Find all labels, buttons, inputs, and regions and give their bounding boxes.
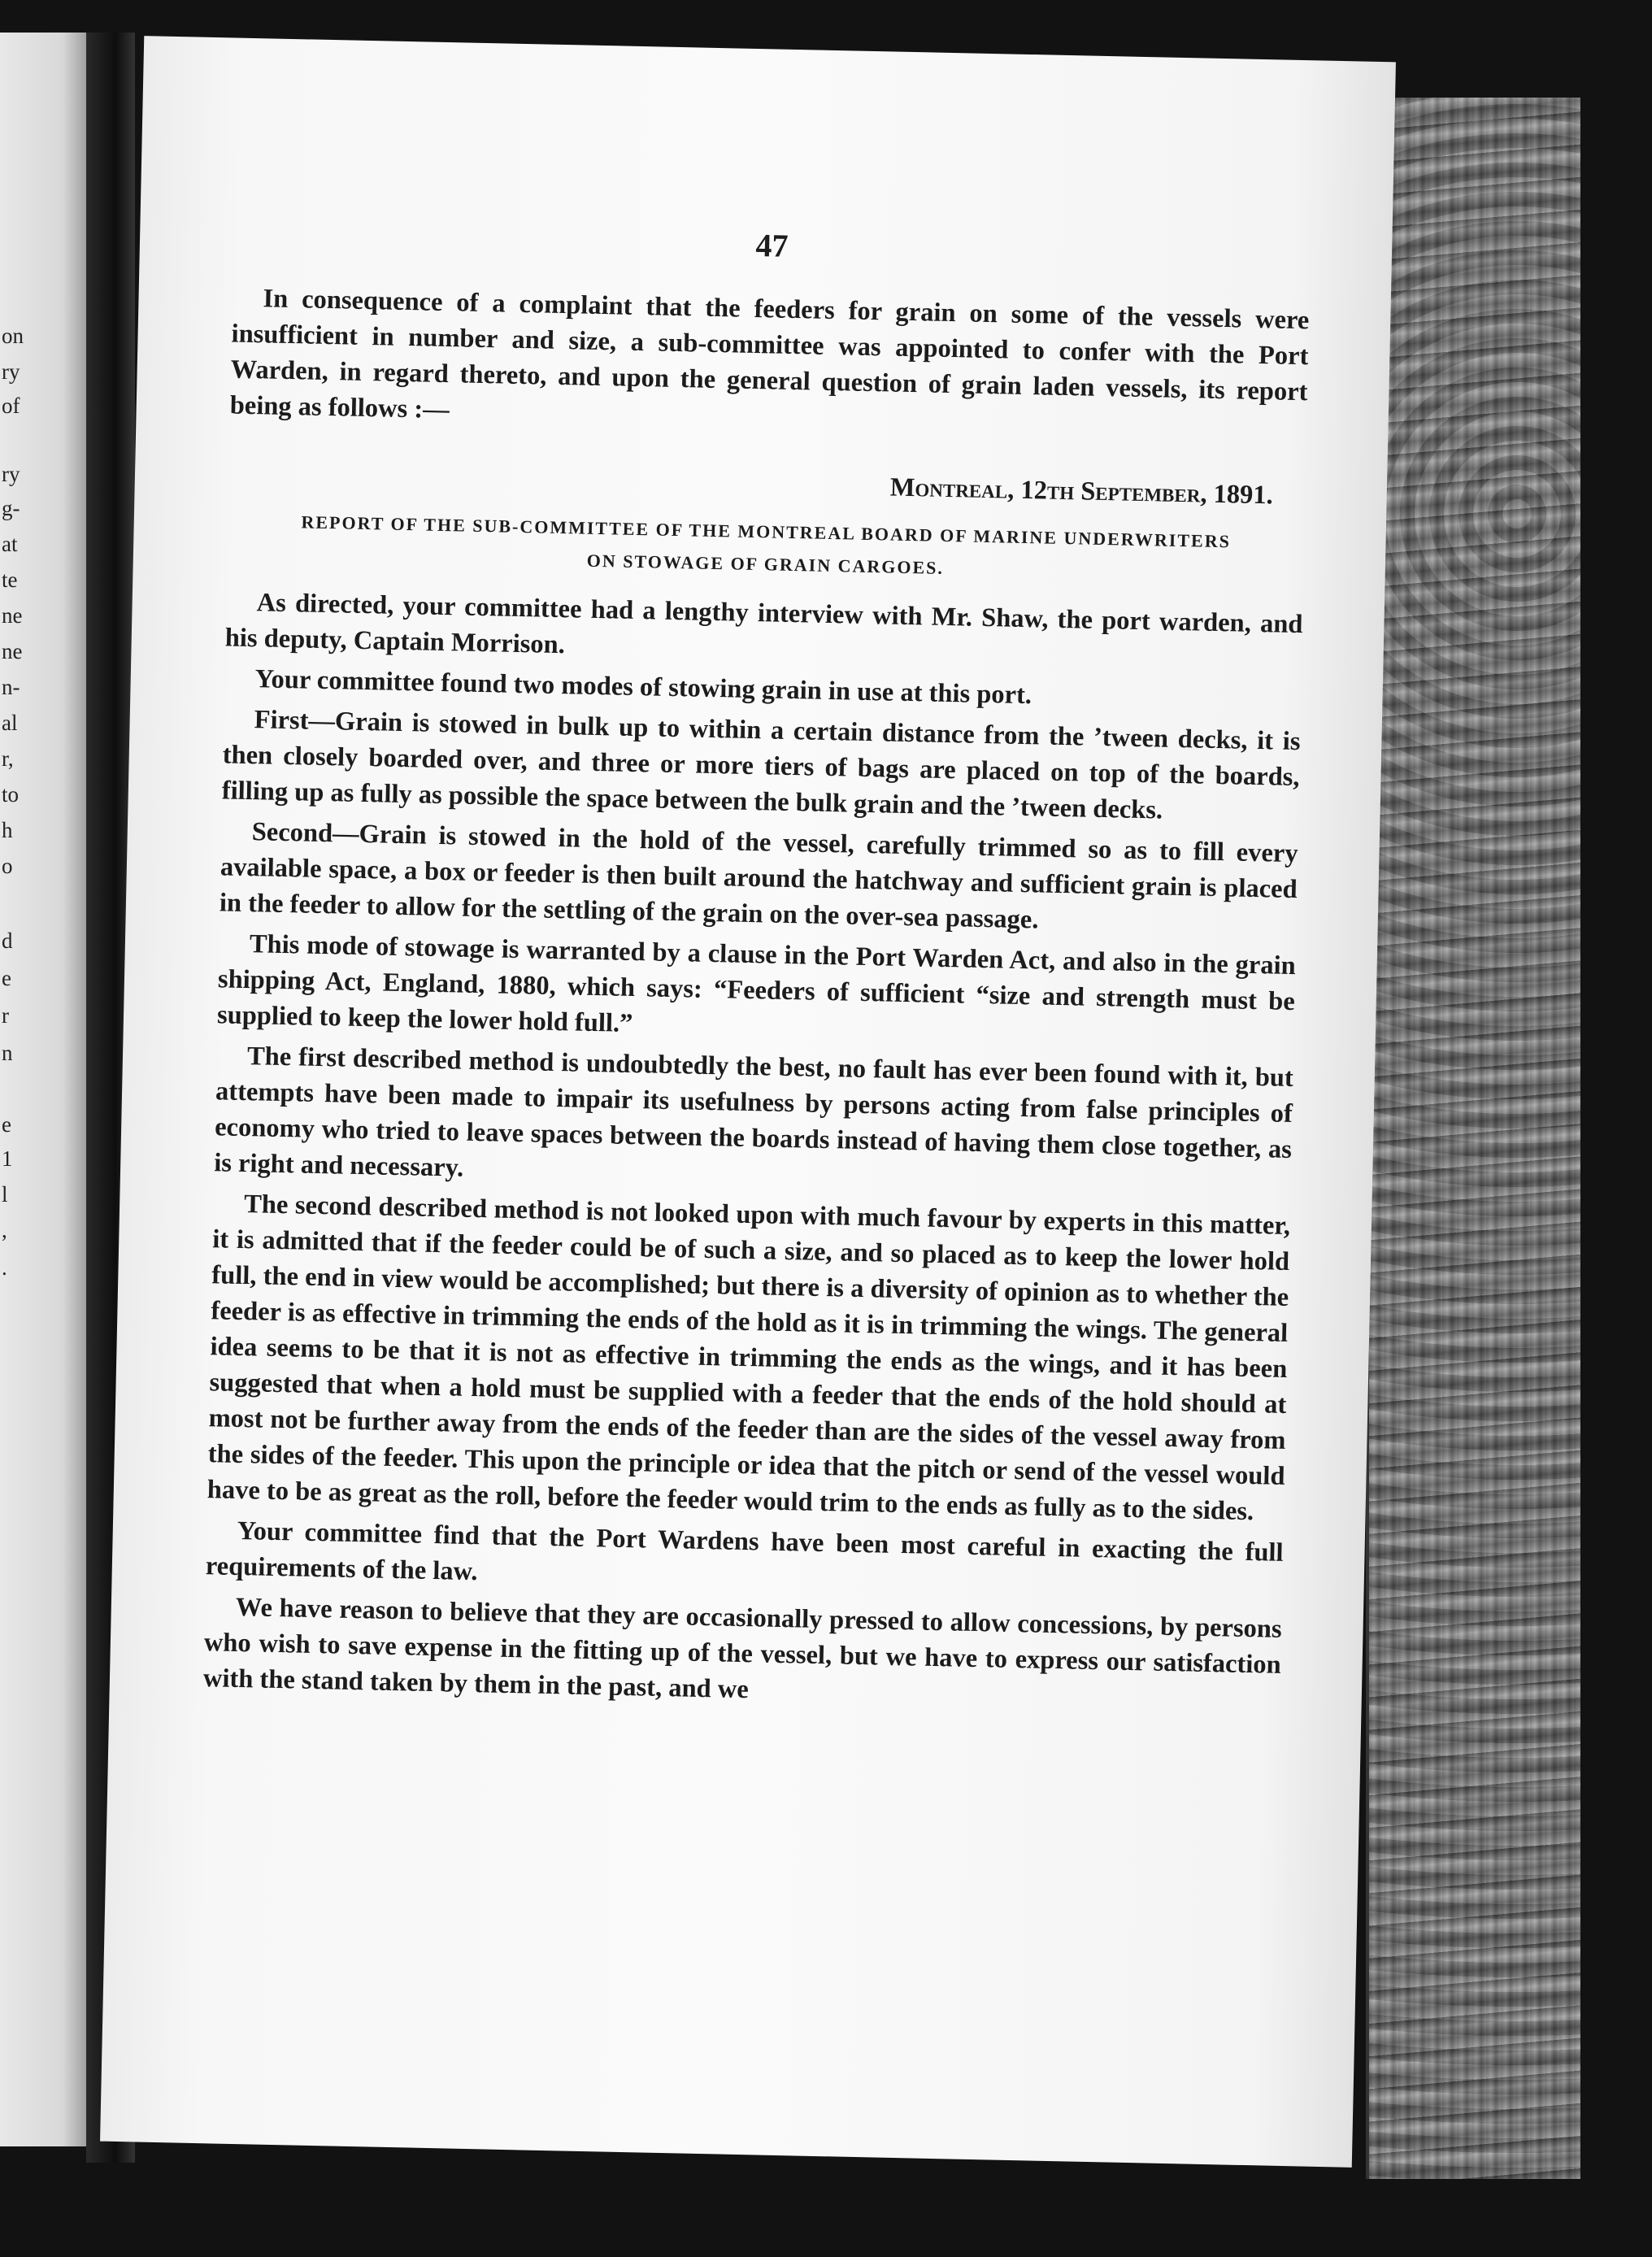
body-paragraph: This mode of stowage is warranted by a clause in the Port Warden Act, and also in the grain shipping Act, England, 1880, which says: “Feeders of sufficient “size and strength must be supplied to keep the lower hold full.” [216, 929, 1297, 1039]
margin-fragment: at [2, 532, 18, 556]
marbled-fore-edge [1366, 98, 1580, 2179]
margin-fragment: al [2, 711, 18, 735]
margin-fragment: ne [2, 603, 23, 628]
margin-fragment: d [2, 928, 13, 953]
body-paragraph: Second—Grain is stowed in the hold of the vessel, carefully trimmed so as to fill every available space, a box or feeder is then built around the hatchway and sufficient grain is placed in the feeder to allow for the settling of the grain on the over-sea passage. [219, 817, 1298, 935]
report-heading-line: ON STOWAGE OF GRAIN CARGOES. [586, 550, 945, 578]
margin-fragment: ne [2, 639, 23, 663]
body-paragraph: First—Grain is stowed in bulk up to within a certain distance from the ’tween decks, it is then closely boarded over, and three or more tiers of bags are placed on top of the boards, filling up as fully as possible the space between the bulk grain and the ’tween decks. [221, 705, 1301, 825]
body-paragraph: The first described method is undoubtedly the best, no fault has ever been found with it, but attempts have been made to impair its usefulness by persons acting from false principles of economy who tried to leave spaces between the boards instead of having them close together, as is right and necessary. [213, 1042, 1294, 1183]
dateline: Montreal, 12th September, 1891. [889, 472, 1274, 511]
margin-fragment: 1 [2, 1146, 13, 1171]
facing-page-edge [0, 33, 89, 2146]
margin-fragment: g- [2, 496, 20, 520]
margin-fragment: to [2, 782, 20, 807]
margin-fragment: o [2, 854, 13, 878]
report-heading [227, 504, 1305, 592]
margin-fragment: ry [2, 359, 20, 384]
page-content [202, 217, 1311, 1724]
body-paragraph: The second described method is not looked upon with much favour by experts in this matter, it is admitted that if the feeder could be of such a size, and so placed as to keep the lower hold full, the end in view would be accomplished; but there is a diversity of opinion as to whether the feeder is as effective in trimming the ends of the hold as it is in trimming the wings. The general idea seems to be that it is not as effective in trimming the ends as the wings, and it has been suggested that when a hold must be supplied with a feeder that the ends of the hold should at most not be further away from the ends of the feeder than are the sides of the vessel away from the sides of the feeder. This upon the principle or idea that the pitch or send of the vessel would have to be as great as the roll, before the feeder would trim to the ends as fully as to the sides. [206, 1189, 1291, 1527]
margin-fragment: e [2, 1112, 11, 1137]
body-paragraph: Your committee found two modes of stowing grain in use at this port. [254, 664, 1032, 711]
margin-fragment: r, [2, 746, 14, 771]
margin-fragment: of [2, 394, 20, 418]
margin-fragment: n- [2, 675, 20, 699]
margin-fragment: l [2, 1182, 8, 1207]
margin-fragment: ry [2, 462, 20, 486]
body-paragraph: We have reason to believe that they are occasionally pressed to allow concessions, by persons who wish to save expense in the fitting up of the vessel, but we have to express our satisfaction with the stand taken by them in the past, and we [202, 1592, 1282, 1705]
body-paragraph: Your committee find that the Port Wardens have been most careful in exacting the full requirements of the law. [205, 1516, 1284, 1587]
margin-fragment: on [2, 324, 24, 348]
margin-fragment: , [2, 1218, 7, 1242]
document-page [100, 36, 1396, 2168]
margin-fragment: h [2, 818, 13, 842]
margin-fragment: r [2, 1003, 9, 1028]
page-number: 47 [755, 226, 789, 264]
margin-fragment: e [2, 966, 11, 990]
margin-fragment: te [2, 568, 18, 592]
report-heading-line: REPORT OF THE SUB-COMMITTEE OF THE MONTREAL BOARD OF MARINE UNDERWRITERS [301, 511, 1232, 552]
intro-paragraph: In consequence of a complaint that the feeders for grain on some of the vessels were insufficient in number and size, a sub-committee was appointed to confer with the Port Warden, in regard thereto, and upon the general question of grain laden vessels, its report being as follows :— [229, 284, 1310, 425]
body-paragraph: As directed, your committee had a lengthy interview with Mr. Shaw, the port warden, and his deputy, Captain Morrison. [224, 588, 1303, 660]
margin-fragment: n [2, 1041, 13, 1065]
margin-fragment: . [2, 1255, 7, 1280]
